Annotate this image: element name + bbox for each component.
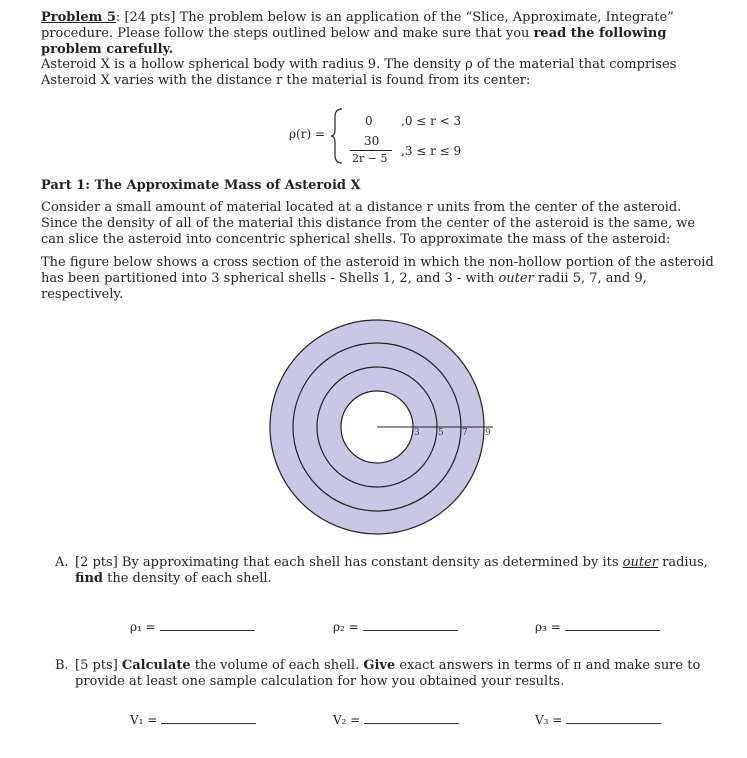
v2-blank[interactable] xyxy=(364,712,459,724)
case2-denominator: 2r − 5 xyxy=(352,152,388,165)
outer-italic: outer xyxy=(498,271,534,286)
tick-label-3: 3 xyxy=(414,428,420,438)
case1-value: 0 xyxy=(365,114,373,128)
problem-intro: Problem 5: [24 pts] The problem below is an application of the “Slice, Approximate, Integrate” procedure. Please follow the steps outlined below and make sure that you read the following problem carefully. xyxy=(41,10,674,57)
question-b-letter: B. xyxy=(55,658,69,673)
intro-text: The problem below is an application of the “Slice, Approximate, Integrate” procedure. Please follow the steps outlined below and make sure that you xyxy=(41,10,674,41)
case2-condition: ,3 ≤ r ≤ 9 xyxy=(401,144,462,158)
outer-underlined: outer xyxy=(622,555,658,570)
rho2-answer: ρ₂ = xyxy=(333,619,458,634)
question-b-text: [5 pts] Calculate the volume of each shell. Give exact answers in terms of π and make sure to provide at least one sample calculation for how you obtained your results. xyxy=(75,658,701,689)
rho2-blank[interactable] xyxy=(363,619,458,631)
asteroid-cross-section xyxy=(250,310,510,550)
tick-label-5: 5 xyxy=(438,428,444,438)
case2-numerator: 30 xyxy=(364,134,380,148)
part1-paragraph1: Consider a small amount of material located at a distance r units from the center of the asteroid. Since the density of all of the material this distance from the center of the asteroid is the same, we can slice the asteroid into concentric spherical shells. To approximate the mass of the asteroid: xyxy=(41,200,696,247)
problem-points: [24 pts] xyxy=(124,10,176,25)
intro-bold: read the following problem carefully. xyxy=(41,26,667,57)
rho3-blank[interactable] xyxy=(565,619,660,631)
rho3-answer: ρ₃ = xyxy=(535,619,660,634)
tick-label-7: 7 xyxy=(462,428,468,438)
density-lhs: ρ(r) = xyxy=(289,127,326,141)
asteroid-description: Asteroid X is a hollow spherical body with radius 9. The density ρ of the material that comprises Asteroid X varies with the distance r the material is found from its center: xyxy=(41,57,677,88)
case1-condition: ,0 ≤ r < 3 xyxy=(401,114,462,128)
part1-heading: Part 1: The Approximate Mass of Asteroid X xyxy=(41,178,361,193)
v1-answer: V₁ = xyxy=(130,712,256,727)
part1-paragraph2: The figure below shows a cross section of the asteroid in which the non-hollow portion of the asteroid has been partitioned into 3 spherical shells - Shells 1, 2, and 3 - with outer radii 5, 7, and 9, respectively. xyxy=(41,255,714,302)
v2-answer: V₂ = xyxy=(333,712,459,727)
rho1-blank[interactable] xyxy=(160,619,255,631)
v3-answer: V₃ = xyxy=(535,712,661,727)
problem-label: Problem 5 xyxy=(41,10,116,25)
left-brace-icon xyxy=(330,107,344,165)
rho1-answer: ρ₁ = xyxy=(130,619,255,634)
density-function xyxy=(0,105,747,167)
question-a-letter: A. xyxy=(55,555,69,570)
fraction-bar xyxy=(350,150,392,151)
v3-blank[interactable] xyxy=(566,712,661,724)
v1-blank[interactable] xyxy=(161,712,256,724)
question-a-text: [2 pts] By approximating that each shell has constant density as determined by its outer radius, find the density of each shell. xyxy=(75,555,708,586)
tick-label-9: 9 xyxy=(485,428,491,438)
